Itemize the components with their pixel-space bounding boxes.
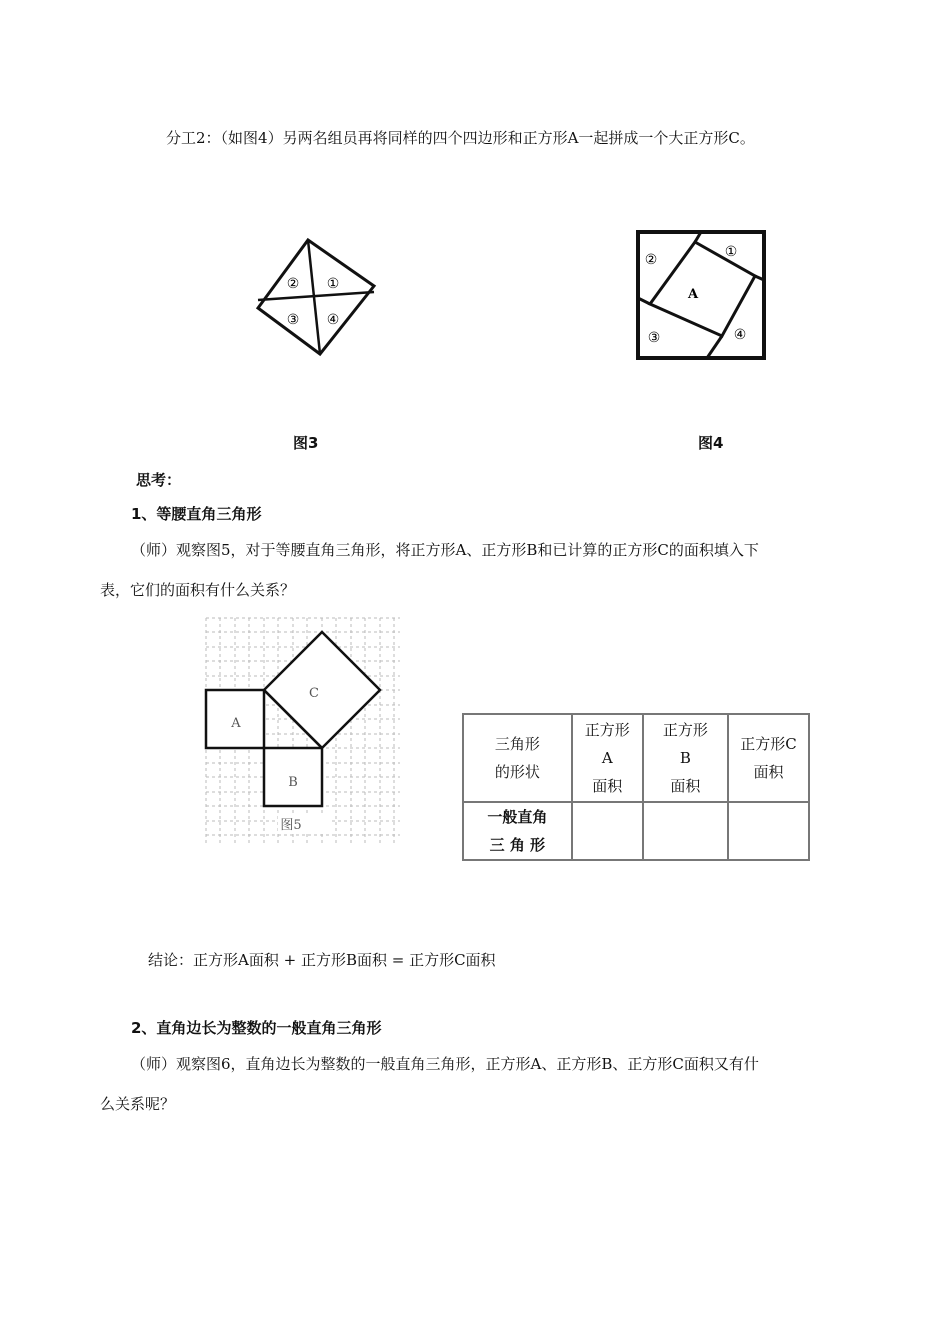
fig5-label-a: A [231, 716, 241, 731]
table-header-shape: 三角形 的形状 [463, 714, 572, 802]
figure-3-diagram [250, 232, 380, 362]
think-heading: 思考： [136, 471, 182, 489]
table-row [463, 802, 809, 860]
table-header-row [463, 714, 809, 802]
table-header-square-c: 正方形C 面积 [728, 714, 809, 802]
section-2-paragraph-line-1: （师）观察图6，直角边长为整数的一般直角三角形，正方形A、正方形B、正方形C面积又有什 [131, 1055, 759, 1073]
section-1-paragraph-line-2: 表，它们的面积有什么关系？ [100, 581, 296, 599]
area-table [462, 713, 810, 861]
table-header-square-a: 正方形 A 面积 [572, 714, 643, 802]
section-2-paragraph-line-2: 么关系呢？ [100, 1095, 176, 1113]
table-cell-area-b[interactable] [643, 802, 728, 860]
section-2-heading: 2、直角边长为整数的一般直角三角形 [131, 1019, 382, 1037]
fig4-label-3: ③ [647, 330, 661, 346]
fig5-label-c: C [309, 686, 319, 701]
fig4-label-a: A [687, 287, 699, 302]
fig4-label-1: ① [724, 244, 738, 260]
conclusion-text: 结论：正方形A面积 + 正方形B面积 = 正方形C面积 [148, 951, 496, 969]
figure-3-caption: 图3 [293, 434, 319, 452]
fig4-label-2: ② [644, 252, 658, 268]
fig3-label-4: ④ [326, 312, 340, 328]
section-1-paragraph-line-1: （师）观察图5，对于等腰直角三角形，将正方形A、正方形B和已计算的正方形C的面积填入下 [131, 541, 759, 559]
table-cell-area-c[interactable] [728, 802, 809, 860]
table-header-square-b: 正方形 B 面积 [643, 714, 728, 802]
fig5-label-b: B [288, 775, 298, 790]
fig3-label-1: ① [326, 276, 340, 292]
fig3-label-3: ③ [286, 312, 300, 328]
figure-5-diagram [200, 612, 406, 850]
figure-4-diagram [630, 224, 772, 366]
table-cell-area-a[interactable] [572, 802, 643, 860]
figure-4-caption: 图4 [698, 434, 724, 452]
section-1-heading: 1、等腰直角三角形 [131, 505, 262, 523]
fig4-label-4: ④ [733, 327, 747, 343]
figure-5-caption: 图5 [280, 818, 302, 833]
table-cell-shape: 一般直角 三 角 形 [463, 802, 572, 860]
fig3-label-2: ② [286, 276, 300, 292]
intro-text: 分工2：（如图4）另两名组员再将同样的四个四边形和正方形A一起拼成一个大正方形C。 [166, 129, 755, 147]
